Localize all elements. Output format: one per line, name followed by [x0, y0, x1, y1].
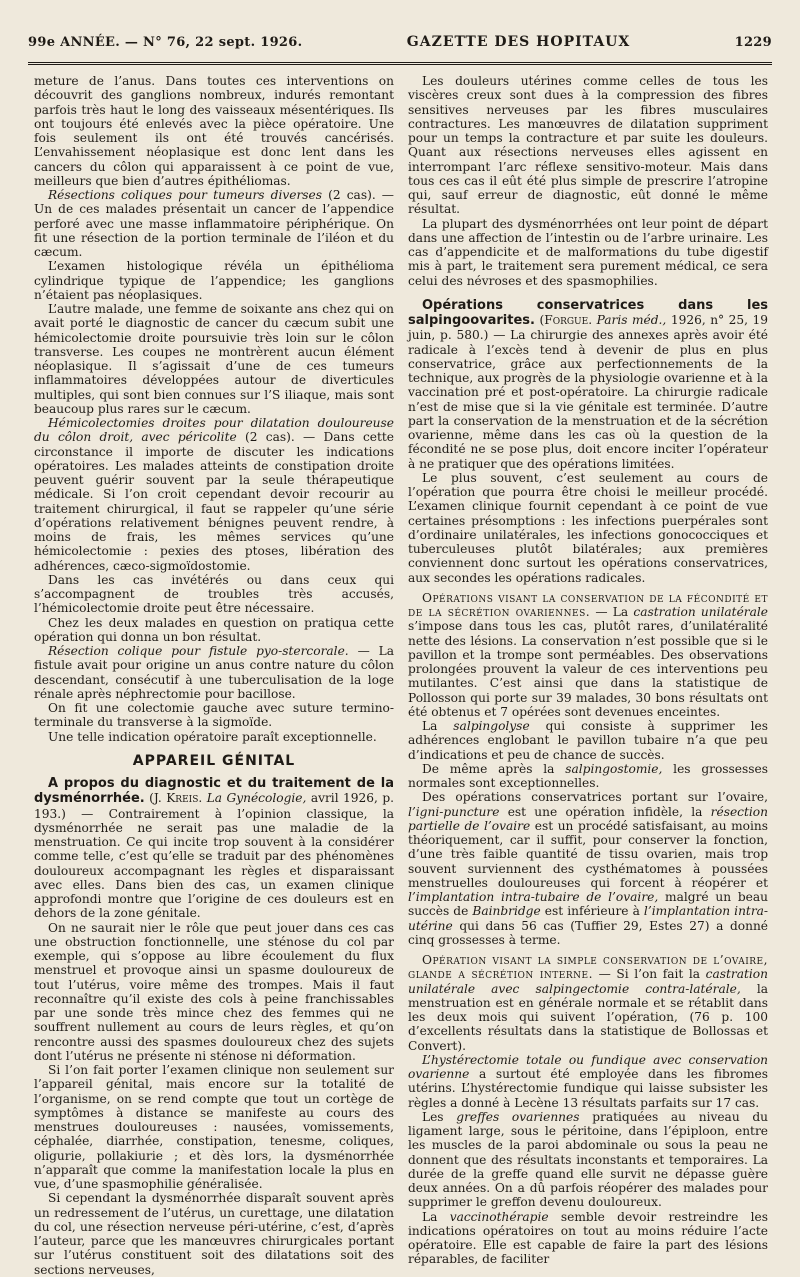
paragraph: Opérations visant la conservation de la fécondité et de la sécrétion ovariennes. — La castration unilatérale s’impose dans tous les cas, plutôt rares, d’unilatéralité nette des lésions. La conservation n’est possible que si le pavillon et la trompe sont perméables. Des observations prolongées prouvent la valeur de ces interventions peu mutilantes. C’est ainsi que dans la statistique de Pollosson qui porte sur 39 malades, 30 bons résultats ont été obtenus et 7 opérées sont devenues enceintes. — [408, 590, 768, 719]
paragraph: Une telle indication opératoire paraît exceptionnelle. — [48, 729, 377, 744]
author-name: Forgue. — [544, 313, 593, 327]
paragraph: La vaccinothérapie semble devoir restreindre les indications opératoires on tout au moins réduire l’acte opératoire. Elle est capable de faire la part des lésions réparables, de faciliter — [408, 1209, 769, 1267]
paragraph: Dans les cas invétérés ou dans ceux qui s’accompagnent de troubles très accusés, l’hémicolectomie droite peut être nécessaire. — [34, 572, 394, 616]
subsection-heading: Hémicolectomies droites pour dilatation douloureuse du côlon droit, avec péricolite — [34, 416, 394, 445]
journal-name: Paris méd., — [596, 313, 667, 327]
paragraph: La plupart des dysménorrhées ont leur point de départ dans une affection de l’intestin ou de l’arbre urinaire. Les cas d’appendicite et de malformations du tube digestif mis à part, le traitement sera purement médical, ce sera celui des névroses et des spasmophilies. — [408, 216, 768, 288]
paragraph: Chez les deux malades en question on pratiqua cette opération qui donna un bon résultat. — [34, 615, 394, 644]
subsection-heading: Opération visant la simple conservation de l’ovaire, glande a sécrétion interne. — [408, 953, 768, 982]
page-header — [28, 22, 772, 65]
paragraph: L’autre malade, une femme de soixante ans chez qui on avait porté le diagnostic de cancer du cæcum subit une hémicolectomie droite poursuivie très loin sur le côlon transverse. Les coupes ne montrèrent aucun élément néoplasique. Il s’agissait d’une de ces tumeurs inflammatoires développées autour de diverticules multiples, qui sont bien connues sur l’S iliaque, mais sont beaucoup plus rares sur le cæcum. — [34, 302, 394, 416]
article-title: Opérations conservatrices dans les salpingoovarites. — [408, 297, 768, 328]
left-column — [34, 74, 395, 1277]
paragraph: La salpingolyse qui consiste à supprimer les adhérences englobant le pavillon tubaire n’a que peu d’indications et peu de chance de succès. — [408, 719, 769, 762]
author-name: Kreis. — [166, 791, 203, 806]
paragraph: Le plus souvent, c’est seulement au cours de l’opération que pourra être choisi le meilleur procédé. L’examen clinique fournit cependant à ce point de vue certaines présomptions : les infections puerpérales sont d’ordinaire unilatérales, les infections gonococciques et tuberculeuses plutôt bilatérales; aux premières conviennent donc surtout les opérations conservatrices, aux secondes les opérations radicales. — [408, 470, 768, 585]
article-title: A propos du diagnostic et du traitement de la dysménorrhée. — [34, 776, 394, 807]
section-title: APPAREIL GÉNITAL — [132, 752, 296, 769]
paragraph: De même après la salpingostomie, les grossesses normales sont exceptionnelles. — [408, 761, 768, 790]
paragraph: Hémicolectomies droites pour dilatation douloureuse du côlon droit, avec péricolite (2 cas). — Dans cette circonstance il importe de discuter les indications opératoires. Les malades atteints de constipation droite peuvent guérir souvent par la seule thérapeutique médicale. Si l’on croit cependant devoir recourir au traitement chirurgical, il faut se rappeler qu’une série d’opérations relativement bénignes peuvent rendre, à moins de frais, les mêmes services qu’une hémicolectomie : pexies des ptoses, libération des adhérences, cæco-sigmoïdostomie. — [34, 416, 394, 573]
page-number: 1229 — [734, 34, 772, 50]
paragraph: On ne saurait nier le rôle que peut jouer dans ces cas une obstruction fonctionnelle, une sténose du col par exemple, qui s’oppose au libre écoulement du flux menstruel et provoque ainsi un spasme douloureux de tout l’utérus, voire même des trompes. Mais il faut reconnaître qu’il existe des cols à peine franchissables par une sonde très mince chez des femmes qui ne souffrent nullement au cours de leurs règles, et qu’on rencontre aussi des spasmes douloureux chez des sujets dont l’utérus ne présente ni sténose ni déformation. — [34, 920, 394, 1063]
paragraph: L’examen histologique révéla un épithélioma cylindrique typique de l’appendice; les ganglions n’étaient pas néoplasiques. — [34, 259, 394, 302]
paragraph: Les greffes ovariennes pratiquées au niveau du ligament large, sous le péritoine, dans l’épiploon, entre les muscles de la paroi abdominale ou sous la peau ne donnent que des résultats inconstants et temporaires. La durée de la greffe quand elle survit ne dépasse guère deux années. On a dû parfois réopérer des malades pour supprimer le greffon devenu douloureux. — [408, 1109, 769, 1210]
paragraph: Résections coliques pour tumeurs diverses (2 cas). — Un de ces malades présentait un cancer de l’appendice perforé avec une masse inflammatoire périphérique. On fit une résection de la portion terminale de l’iléon et du cæcum. — [34, 188, 394, 259]
issue-info: 99e ANNÉE. — N° 76, 22 sept. 1926. — [28, 34, 303, 50]
paragraph: meture de l’anus. Dans toutes ces interventions on découvrit des ganglions nombreux, indurés remontant parfois très haut le long des vaisseaux mésentériques. Ils ont toujours été enlevés avec la pièce opératoire. Une fois seulement ils ont été trouvés cancérisés. L’envahissement néoplasique est donc lent dans les cancers du côlon qui apparaissent à ce point de vue, meilleurs que bien d’autres épithéliomas. — [34, 74, 394, 188]
paragraph: L’hystérectomie totale ou fundique avec conservation ovarienne a surtout été employée dans les fibromes utérins. L’hystérectomie fundique qui laisse subsister les règles a donné à Lecène 13 résultats parfaits sur 17 cas. — [408, 1052, 769, 1110]
paragraph: Des opérations conservatrices portant sur l’ovaire, l’igni-puncture est une opération infidèle, la résection partielle de l’ovaire est un procédé satisfaisant, au moins théoriquement, car il suffit, pour conserver la fonction, d’une très faible quantité de tissu ovarien, mais trop souvent surviennent des cysthématomes à poussées menstruelles douloureuses qui forcent à réopérer et l’implantation intra-tubaire de l’ovaire, malgré un beau succès de Bainbridge est inférieure à l’implantation intra-utérine qui dans 56 cas (Tuffier 29, Estes 27) a donné cinq grossesses à terme. — [408, 790, 769, 947]
paragraph: Opérations conservatrices dans les salpingoovarites. (Forgue. Paris méd., 1926, n° 25, 19 juin, p. 580.) — La chirurgie des annexes après avoir été radicale à l’excès tend à devenir de plus en plus conservatrice, grâce aux perfectionnements de la technique, aux progrès de la physiologie ovarienne et à la vaccination pré et post-opératoire. La chirurgie radicale n’est de mise que si la vie génitale est terminée. D’autre part la conservation de la menstruation et de la sécrétion ovarienne, même dans les cas où la question de la fécondité ne se pose plus, doit encore inciter l’opérateur à ne pratiquer que des opérations limitées. — [408, 297, 769, 471]
right-column — [408, 74, 769, 1267]
journal-name: La Gynécologie, — [206, 791, 307, 806]
paragraph: Si l’on fait porter l’examen clinique non seulement sur l’appareil génital, mais encore sur la totalité de l’organisme, on se rend compte que tout un cortège de symptômes à distance se manifeste au cours des menstrues douloureuses : nausées, vomissements, céphalée, diarrhée, constipation, tenesme, coliques, oligurie, pollakiurie ; et dès lors, la dysménorrhée n’apparaît que comme la manifestation locale la plus en vue, d’une spasmophilie généralisée. — [34, 1063, 394, 1191]
subsection-heading: Opérations visant la conservation de la fécondité et de la sécrétion ovariennes. — [408, 590, 768, 619]
paragraph: Si cependant la dysménorrhée disparaît souvent après un redressement de l’utérus, un curettage, une dilatation du col, une résection nerveuse péri-utérine, c’est, d’après l’auteur, parce que les manœuvres chirurgicales portant sur l’utérus constituent soit des dilatations soit des sections nerveuses, — [34, 1191, 394, 1277]
paragraph: A propos du diagnostic et du traitement de la dysménorrhée. (J. Kreis. La Gynécologie, avril 1926, p. 193.) — Contrairement à l’opinion classique, la dysménorrhée ne serait pas une maladie de la menstruation. Ce qui incite trop souvent à la considérer comme telle, c’est qu’elle se traduit par des phénomènes douloureux accompagnant les règles et disparaissant avec elles. Dans bien des cas, un examen clinique approfondi montre que l’origine de ces douleurs est en dehors de la zone génitale. — [34, 776, 395, 921]
paragraph: Résection colique pour fistule pyo-stercorale. — La fistule avait pour origine un anus contre nature du côlon descendant, consécutif à une tuberculisation de la loge rénale après néphrectomie pour bacillose. — [34, 644, 394, 701]
paragraph: Opération visant la simple conservation de l’ovaire, glande a sécrétion interne. — Si l’on fait la castration unilatérale avec salpingectomie contra-latérale, la menstruation est en générale normale et se rétablit dans les deux mois qui suivent l’opération, (76 p. 100 d’excellents résultats dans la statistique de Bollossas et Convert). — [408, 953, 768, 1053]
paragraph: On fit une colectomie gauche avec suture termino-terminale du transverse à la sigmoïde. — [34, 701, 394, 730]
paragraph: Les douleurs utérines comme celles de tous les viscères creux sont dues à la compression des fibres sensitives nerveuses par les fibres musculaires contractures. Les manœuvres de dilatation suppriment pour un temps la contracture et par suite les douleurs. Quant aux résections nerveuses elles agissent en interrompant l’arc réflexe sensitivo-moteur. Mais dans tous ces cas il eût été plus simple de prescrire l’atropine qui, sauf erreur de diagnostic, eût donné le même résultat. — [408, 74, 768, 217]
subsection-heading: Résections coliques pour tumeurs diverses — [48, 188, 323, 202]
journal-title: GAZETTE DES HOPITAUX — [406, 34, 631, 50]
subsection-heading: Résection colique pour fistule pyo-stercorale. — [48, 644, 349, 658]
